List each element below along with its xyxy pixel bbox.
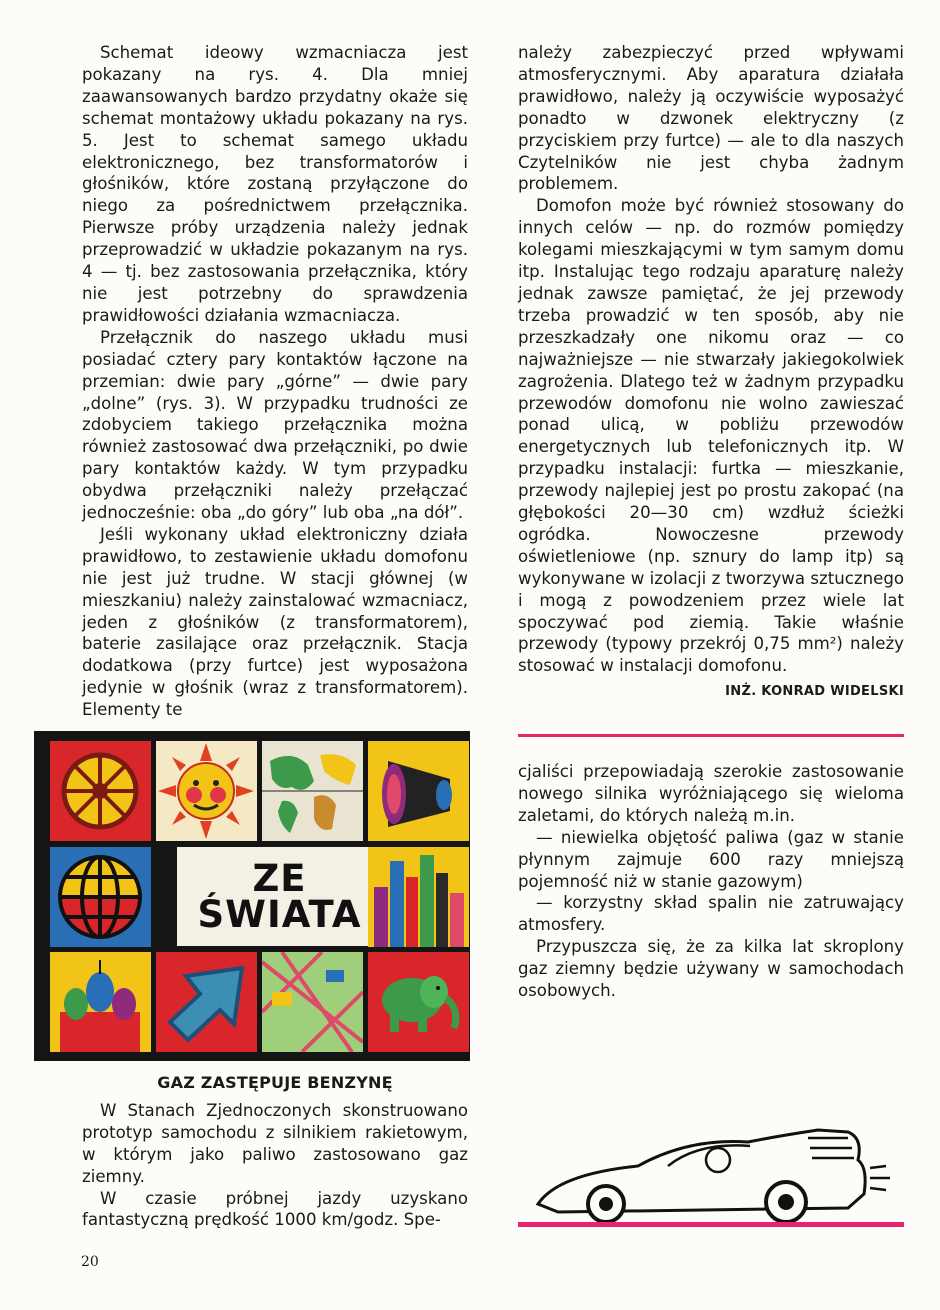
banner-title-line2: ŚWIATA: [197, 892, 362, 936]
list-item: — korzystny skład spalin nie zatruwający atmosfery.: [518, 893, 904, 935]
section-divider: [518, 734, 904, 737]
arrow-icon: [156, 952, 257, 1052]
paragraph: W Stanach Zjednoczonych skonstruowano prototyp samochodu z silnikiem rakietowym, w którym jako paliwo zastosowano gaz ziemny.: [82, 1100, 468, 1186]
list-item: — niewielka objętość paliwa (gaz w stanie płynnym zajmuje 600 razy mniejszą pojemność niż w stanie gazowym): [518, 827, 904, 891]
paragraph: cjaliści przepowiadają szerokie zastosowanie nowego silnika wyróżniającego się wieloma zaletami, do których należą m.in.: [518, 762, 904, 825]
article-heading: GAZ ZASTĘPUJE BENZYNĘ: [157, 1073, 393, 1092]
page-number: 20: [81, 1254, 99, 1270]
banner-title: [177, 847, 382, 946]
right-column-gas-article: [518, 761, 904, 1002]
paragraph: należy zabezpieczyć przed wpływami atmosferycznymi. Aby aparatura działała prawidłowo, należy ją oczywiście wyposażyć ponadto w dzwonek elektryczny (z przyciskiem przy furtce) — ale to dla naszych Czytelników nie jest chyba żadnym problemem.: [518, 43, 904, 194]
paragraph: Jeśli wykonany układ elektroniczny działa prawidłowo, to zestawienie układu domofonu nie jest już trudne. W stacji głównej (w mieszkaniu) należy zainstalować wzmacniacz, jeden z głośników (z transformatorem), baterie zasilające oraz przełącznik. Stacja dodatkowa (przy furtce) jest wyposażona jedynie w głośnik (wraz z transformatorem). Elementy te: [82, 524, 468, 720]
compass-wheel-icon: [50, 741, 151, 841]
rocket-nozzle-icon: [368, 741, 469, 841]
paragraph: W czasie próbnej jazdy uzyskano fantastyczną prędkość 1000 km/godz. Spe-: [82, 1188, 468, 1230]
sun-face-icon: [156, 741, 257, 841]
paragraph: Przełącznik do naszego układu musi posiadać cztery pary kontaktów łączone na przemian: dwie pary „górne” — dwie pary „dolne” (rys. 3). W przypadku trudności ze zdobyciem takiego przełącznika można również zastosować dwa przełączniki, po dwie pary kontaktów każdy. W tym przypadku obydwa przełączniki należy przełączać jednocześnie: oba „do góry” lub oba „na dół”.: [82, 327, 468, 523]
left-column-gas-article: [82, 1072, 468, 1231]
city-skyline-icon: [368, 847, 469, 947]
banner-title-line1: ZE: [252, 856, 307, 900]
kremlin-icon: [50, 952, 151, 1052]
author-signature: INŻ. KONRAD WIDELSKI: [725, 684, 904, 700]
world-map-icon: [262, 741, 363, 841]
right-column-top: [518, 42, 904, 703]
paragraph: Przypuszcza się, że za kilka lat skroplony gaz ziemny będzie używany w samochodach osobowych.: [518, 937, 904, 1001]
paragraph: Domofon może być również stosowany do innych celów — np. do rozmów pomiędzy kolegami mieszkającymi w tym samym domu itp. Instalując tego rodzaju aparaturę należy jednak zawsze pamiętać, że jej przewody trzeba prowadzić w ten sposób, aby nie przeszkadzały one nikomu oraz — co najważniejsze — nie stwarzały jakiegokolwiek zagrożenia. Dlatego też w żadnym przypadku przewodów domofonu nie wolno zawieszać ponad ulicą, w pobliżu przewodów energetycznych lub telefonicznych itp. W przypadku instalacji: furtka — mieszkanie, przewody najlepiej jest po prostu zakopać (na głębokości 20—30 cm) wzdłuż ścieżki ogródka. Nowoczesne przewody oświetleniowe (np. sznury do lamp itp) są wykonywane w izolacji z tworzywa sztucznego i mogą z powodzeniem przez wiele lat spoczywać pod ziemią. Takie właśnie przewody (typowy przekrój 0,75 mm²) należy stosować w instalacji domofonu.: [518, 196, 904, 676]
rocket-car-illustration: [518, 1108, 904, 1228]
paragraph: Schemat ideowy wzmacniacza jest pokazany na rys. 4. Dla mniej zaawansowanych bardzo przydatny okaże się schemat montażowy układu pokazany na rys. 5. Jest to schemat samego układu elektronicznego, bez transformatorów i głośników, które zostaną przyłączone do niego za pośrednictwem przełącznika. Pierwsze próby urządzenia należy jednak przeprowadzić w układzie pokazanym na rys. 4 — tj. bez zastosowania przełącznika, który nie jest potrzebny do sprawdzenia prawidłowości działania wzmacniacza.: [82, 43, 468, 325]
road-line: [518, 1222, 904, 1227]
street-map-icon: [262, 952, 363, 1052]
elephant-icon: [368, 952, 469, 1052]
left-column-top: [82, 42, 468, 721]
globe-icon: [50, 847, 151, 947]
ze-swiata-banner: [34, 731, 470, 1061]
